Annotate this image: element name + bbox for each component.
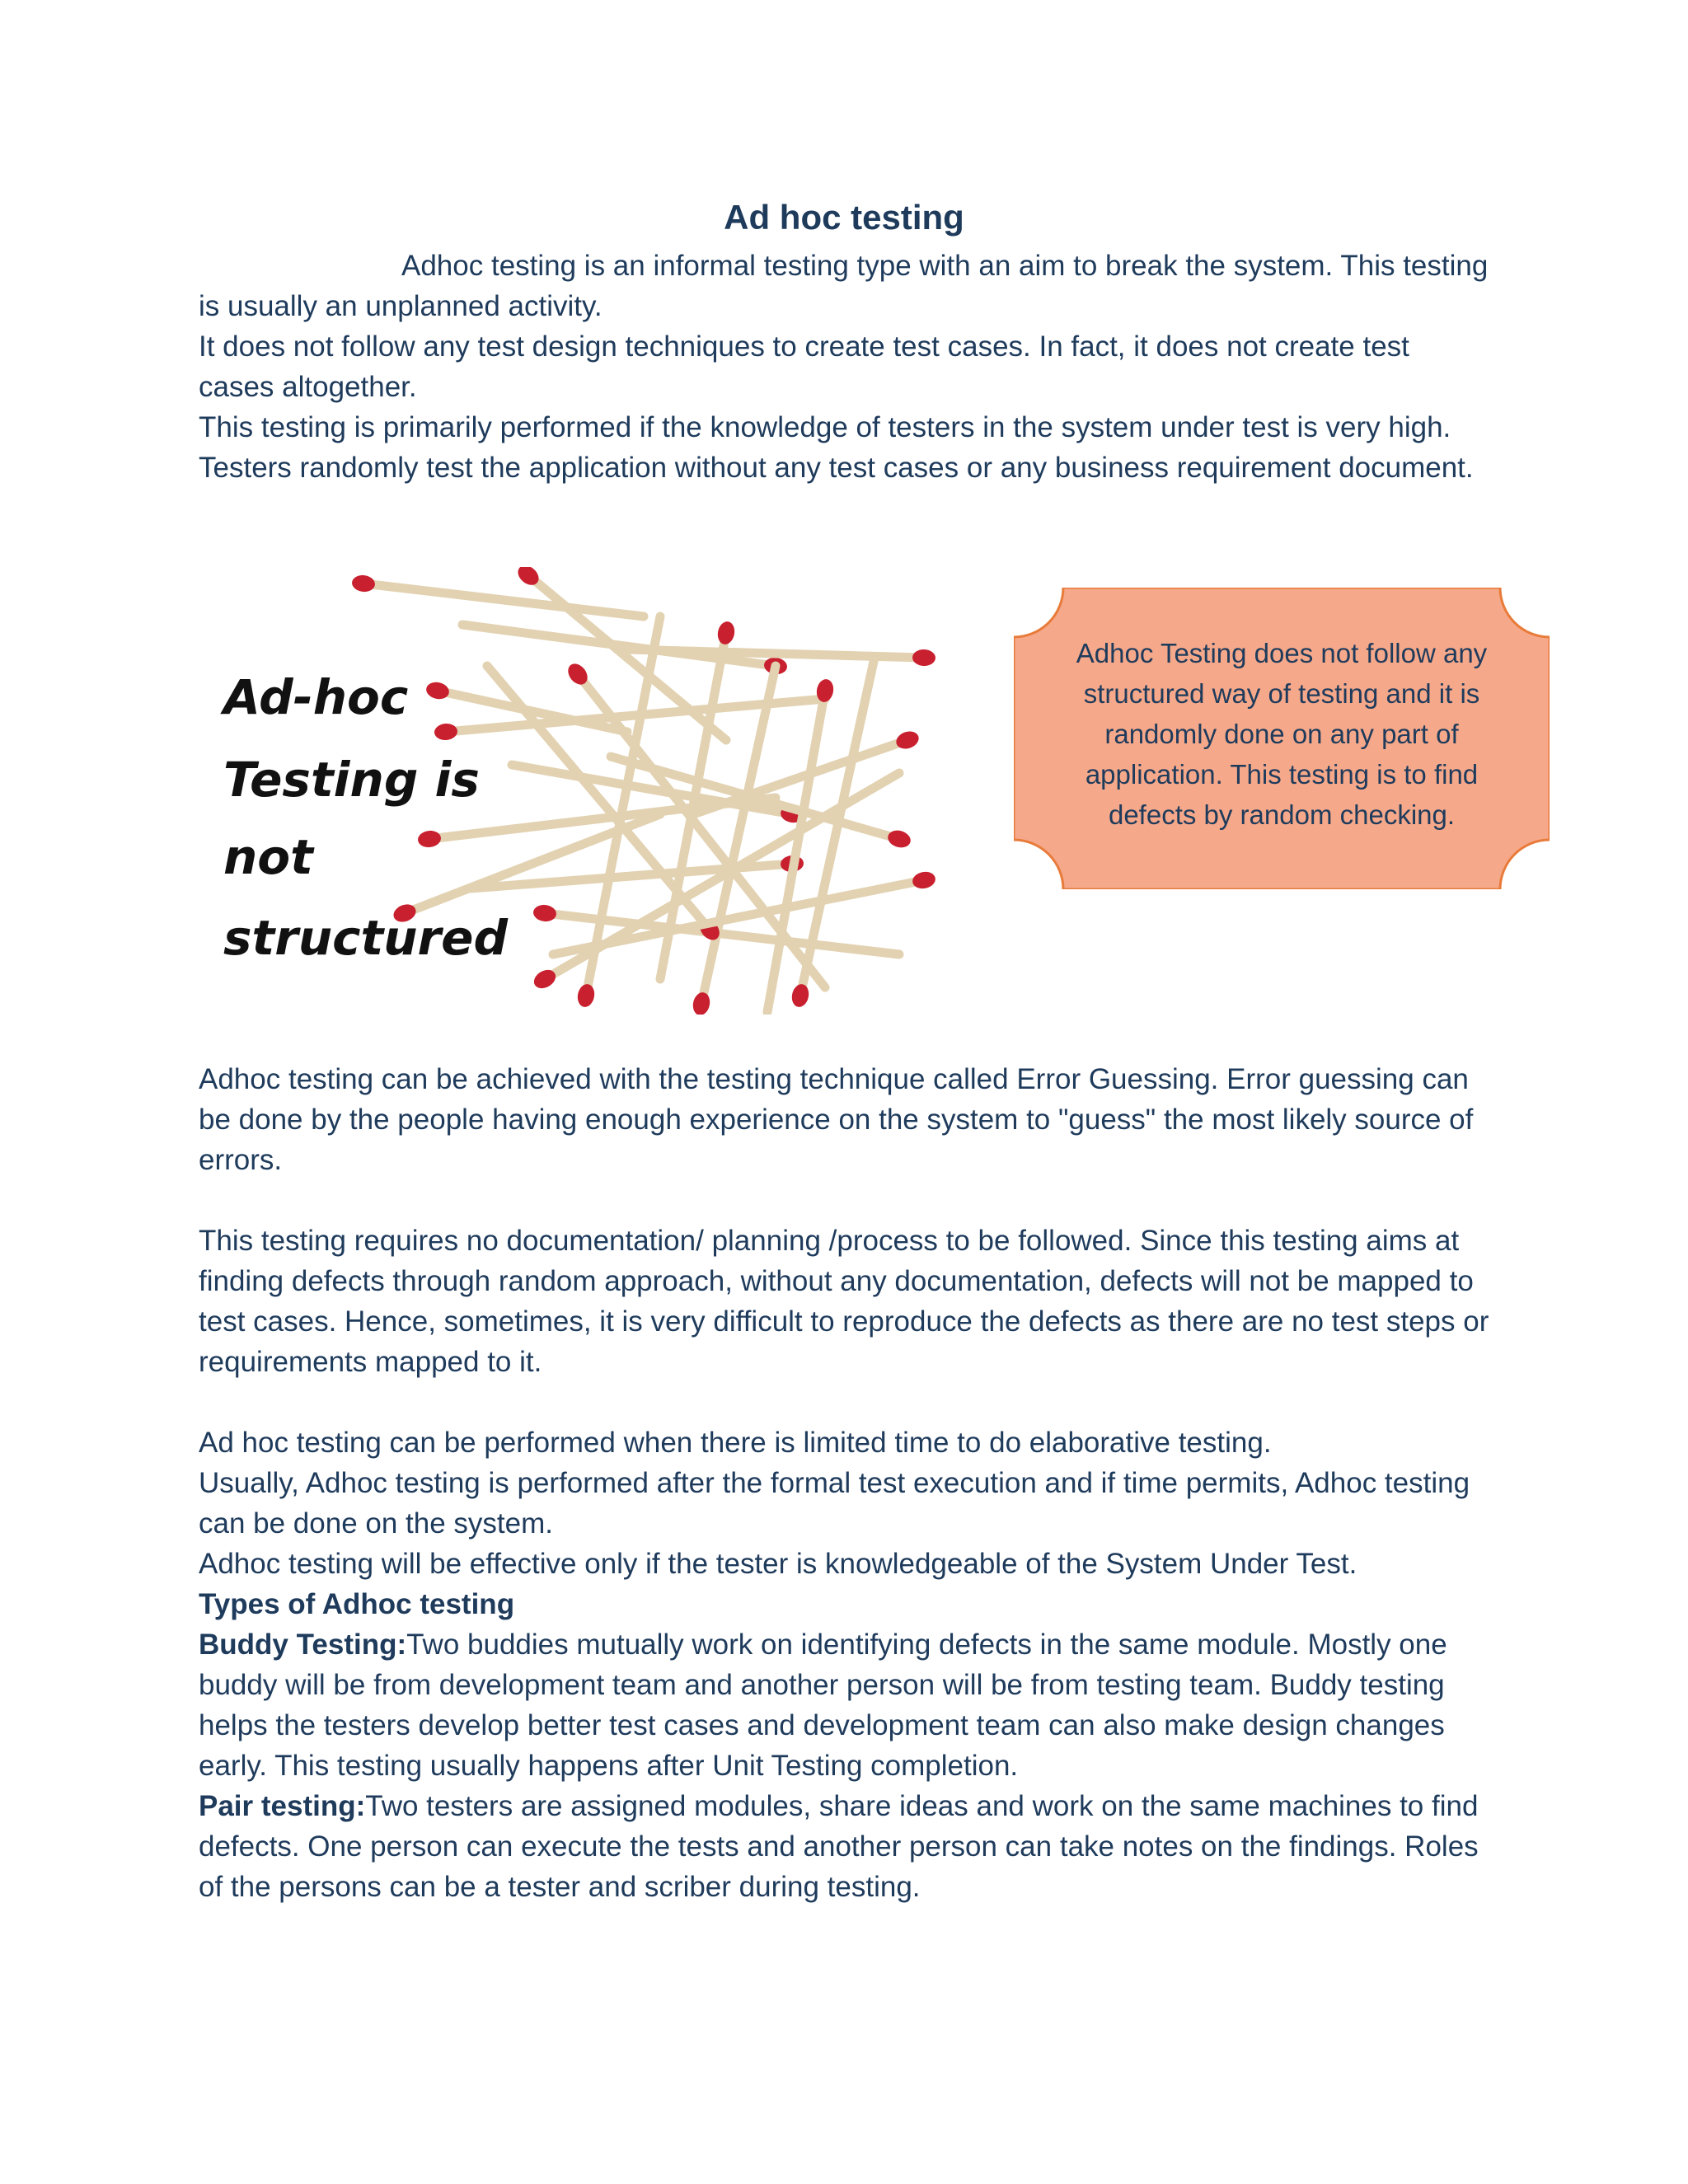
match-head — [893, 729, 921, 752]
match-head — [912, 649, 936, 667]
match-head — [351, 574, 376, 593]
paragraph-error-guessing: Adhoc testing can be achieved with the testing technique called Error Guessing. Error guessing can be done by the people having enough experience on the system to "guess" the most likely source of errors. — [199, 1063, 1474, 1176]
caption-line-4: structured — [223, 910, 508, 966]
types-heading: Types of Adhoc testing — [199, 1588, 515, 1620]
match-head — [434, 723, 458, 741]
illustration-caption — [220, 669, 508, 966]
match-head — [911, 869, 936, 890]
buddy-testing-text: Two buddies mutually work on identifying defects in the same module. Mostly one buddy will be from development team and another person will be from testing team. Buddy testing helps the testers develop better test cases and development team can also make design changes early. This testing usually happens after Unit Testing completion. — [199, 1629, 1447, 1782]
match-head — [532, 903, 557, 922]
caption-line-2: Testing is — [223, 752, 480, 808]
match-head — [417, 829, 442, 848]
matchstick — [363, 583, 644, 616]
caption-line-1: Ad-hoc — [223, 669, 409, 725]
paragraph-pair-testing — [199, 1786, 1493, 1907]
intro-section — [199, 246, 1493, 488]
pair-testing-text: Two testers are assigned modules, share ideas and work on the same machines to find defects. One person can execute the tests and another person can take notes on the findings. Roles of the persons can be a tester and scriber during testing. — [199, 1790, 1479, 1903]
page-title: Ad hoc testing — [724, 198, 964, 237]
intro-paragraph-4: Testers randomly test the application without any test cases or any business requirement document. — [199, 452, 1474, 484]
match-head — [691, 991, 712, 1015]
callout-box — [1014, 588, 1550, 889]
buddy-testing-label: Buddy Testing: — [199, 1629, 407, 1661]
match-head — [790, 982, 811, 1009]
match-head — [424, 680, 451, 701]
body-section — [199, 1059, 1493, 1907]
match-head — [575, 982, 596, 1008]
intro-paragraph-3: This testing is primarily performed if the knowledge of testers in the system under test is very high. — [199, 411, 1451, 443]
paragraph-effective: Adhoc testing will be effective only if the tester is knowledgeable of the System Under Test. — [199, 1548, 1357, 1580]
paragraph-documentation: This testing requires no documentation/ planning /process to be followed. Since this testing aims at finding defects through random approach, without any documentation, defects will not be mapped to test cases. Hence, sometimes, it is very difficult to reproduce the defects as there are no test steps or requirements mapped to it. — [199, 1225, 1489, 1378]
paragraph-after-execution: Usually, Adhoc testing is performed after the formal test execution and if time permits, Adhoc testing can be done on the system. — [199, 1467, 1470, 1540]
intro-paragraph-2: It does not follow any test design techniques to create test cases. In fact, it does not create test cases altogether. — [199, 330, 1409, 403]
paragraph-limited-time: Ad hoc testing can be performed when there is limited time to do elaborative testing. — [199, 1427, 1272, 1459]
match-head — [716, 620, 737, 645]
caption-line-3: not — [223, 829, 313, 885]
callout-text: Adhoc Testing does not follow any structured way of testing and it is randomly done on any part of application. This testing is to find defects by random checking. — [1076, 638, 1488, 830]
matchsticks-illustration — [199, 567, 945, 1015]
matchstick — [767, 691, 825, 1012]
paragraph-buddy-testing — [199, 1624, 1493, 1786]
intro-paragraph-1: Adhoc testing is an informal testing type with an aim to break the system. This testing is usually an unplanned activity. — [199, 250, 1489, 322]
match-head — [886, 828, 912, 851]
pair-testing-label: Pair testing: — [199, 1790, 366, 1822]
